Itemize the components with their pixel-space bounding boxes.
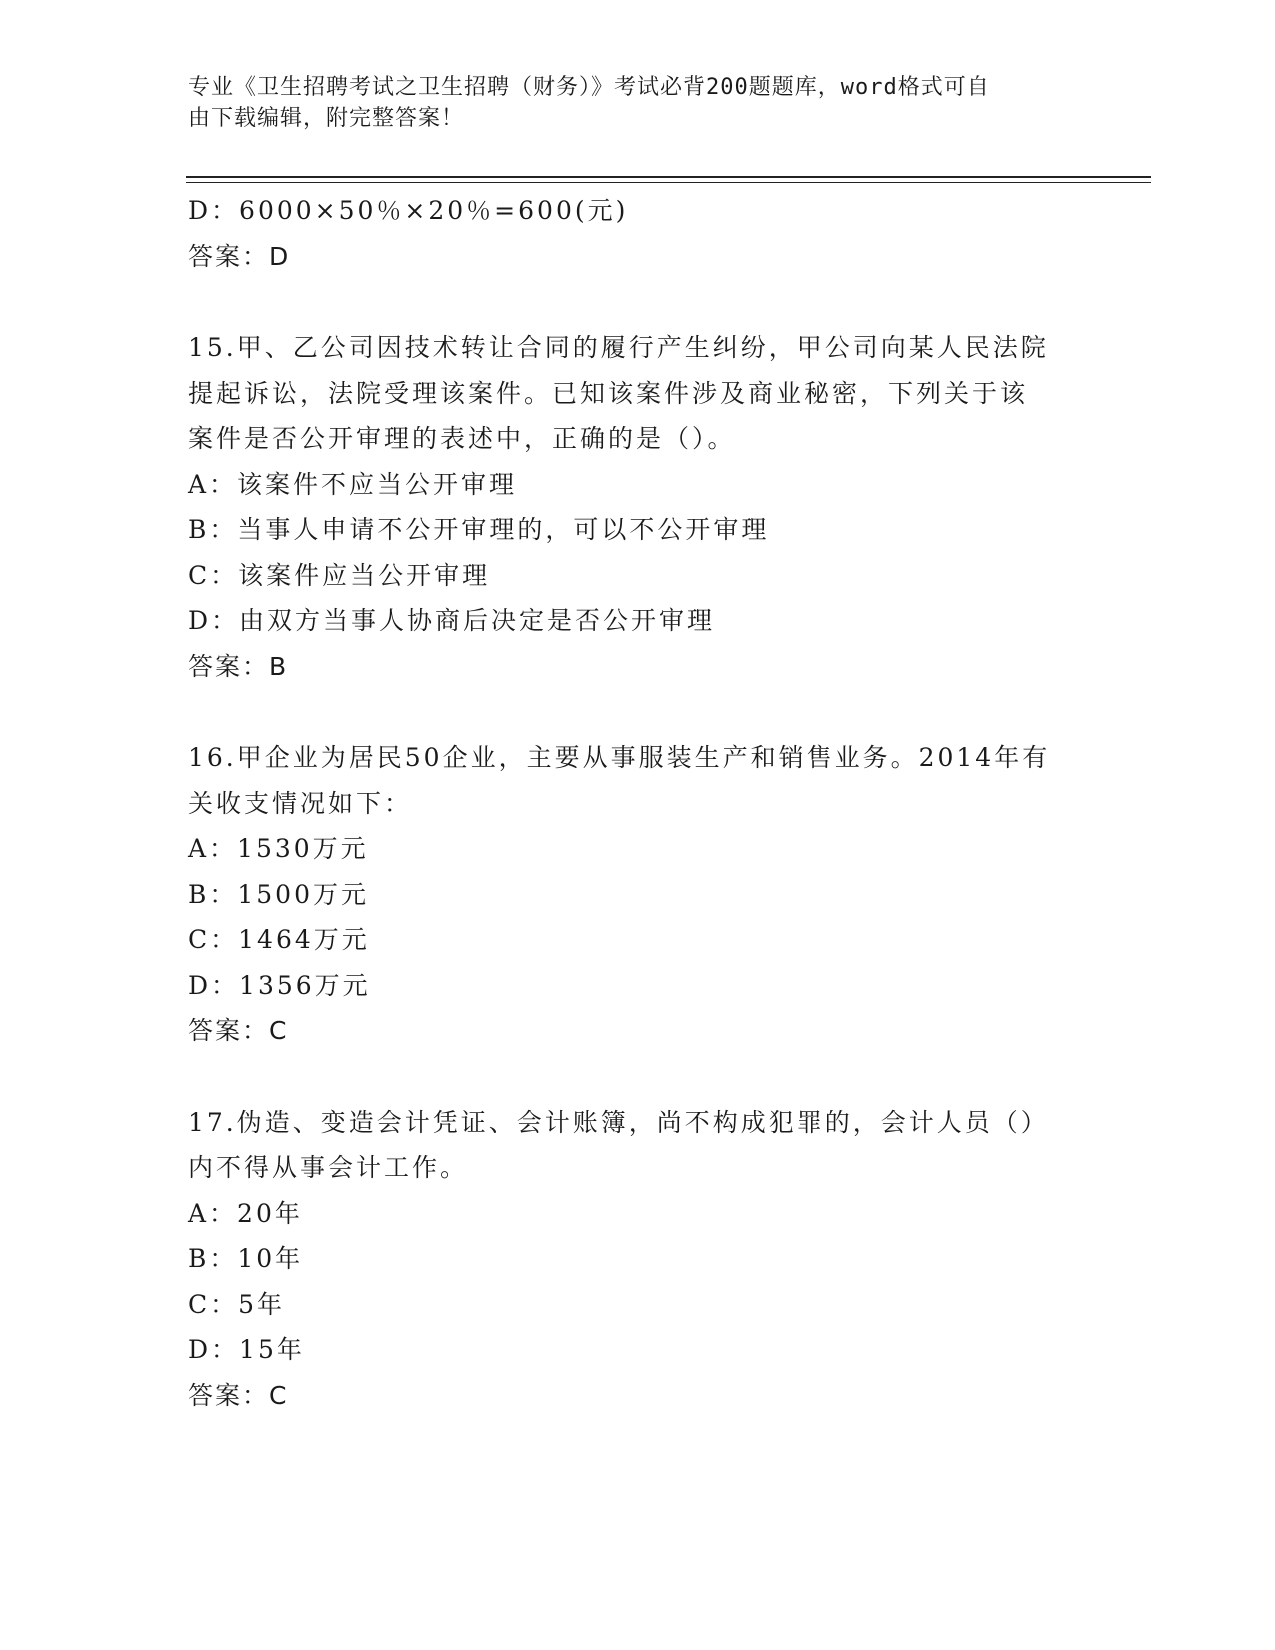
- spacer: [188, 1054, 1088, 1100]
- question-15-stem-line-2: 提起诉讼，法院受理该案件。已知该案件涉及商业秘密，下列关于该: [188, 378, 1029, 408]
- question-15-stem-line-3: 案件是否公开审理的表述中，正确的是（）。: [188, 424, 736, 453]
- question-17-stem-line-1: 17.伪造、变造会计凭证、会计账簿，尚不构成犯罪的，会计人员（）: [188, 1107, 1049, 1137]
- question-17-option-d: D：15年: [188, 1335, 305, 1364]
- question-15-answer: 答案：B: [188, 651, 289, 681]
- question-15-option-a: A：该案件不应当公开审理: [188, 469, 518, 499]
- question-17: [188, 1100, 1088, 1419]
- question-16-option-a: A：1530万元: [188, 834, 369, 863]
- question-16-answer: 答案：C: [188, 1016, 289, 1045]
- question-16-option-b: B：1500万元: [188, 879, 369, 909]
- question-15-stem-line-1: 15.甲、乙公司因技术转让合同的履行产生纠纷，甲公司向某人民法院: [188, 333, 1049, 362]
- question-15-option-c: C：该案件应当公开审理: [188, 560, 491, 590]
- question-15-option-b: B：当事人申请不公开审理的，可以不公开审理: [188, 515, 770, 544]
- question-17-answer: 答案：C: [188, 1380, 289, 1410]
- question-17-option-c: C：5年: [188, 1289, 286, 1319]
- question-17-option-a: A：20年: [188, 1198, 303, 1228]
- spacer: [188, 689, 1088, 735]
- prev-answer: 答案：D: [188, 241, 291, 271]
- header-divider-thin: [186, 182, 1151, 183]
- question-16-option-d: D：1356万元: [188, 970, 371, 1000]
- spacer: [188, 279, 1088, 325]
- question-16-option-c: C：1464万元: [188, 925, 370, 954]
- header-divider-thick: [186, 176, 1151, 178]
- header-line-2: 由下载编辑，附完整答案！: [188, 106, 465, 131]
- question-15-option-d: D：由双方当事人协商后决定是否公开审理: [188, 606, 716, 635]
- header-line-1: 专业《卫生招聘考试之卫生招聘（财务）》考试必背200题题库，word格式可自: [188, 75, 990, 100]
- question-15: [188, 325, 1088, 689]
- prev-option-d: D：6000×50％×20％=600(元): [188, 196, 629, 225]
- question-16-stem-line-1: 16.甲企业为居民50企业，主要从事服装生产和销售业务。2014年有: [188, 743, 1051, 772]
- document-header: [188, 72, 1068, 134]
- prev-question-tail: [188, 188, 1088, 279]
- question-17-option-b: B：10年: [188, 1244, 304, 1273]
- question-16: [188, 735, 1088, 1054]
- document-body: [188, 188, 1088, 1418]
- question-17-stem-line-2: 内不得从事会计工作。: [188, 1153, 469, 1182]
- question-16-stem-line-2: 关收支情况如下：: [188, 788, 413, 818]
